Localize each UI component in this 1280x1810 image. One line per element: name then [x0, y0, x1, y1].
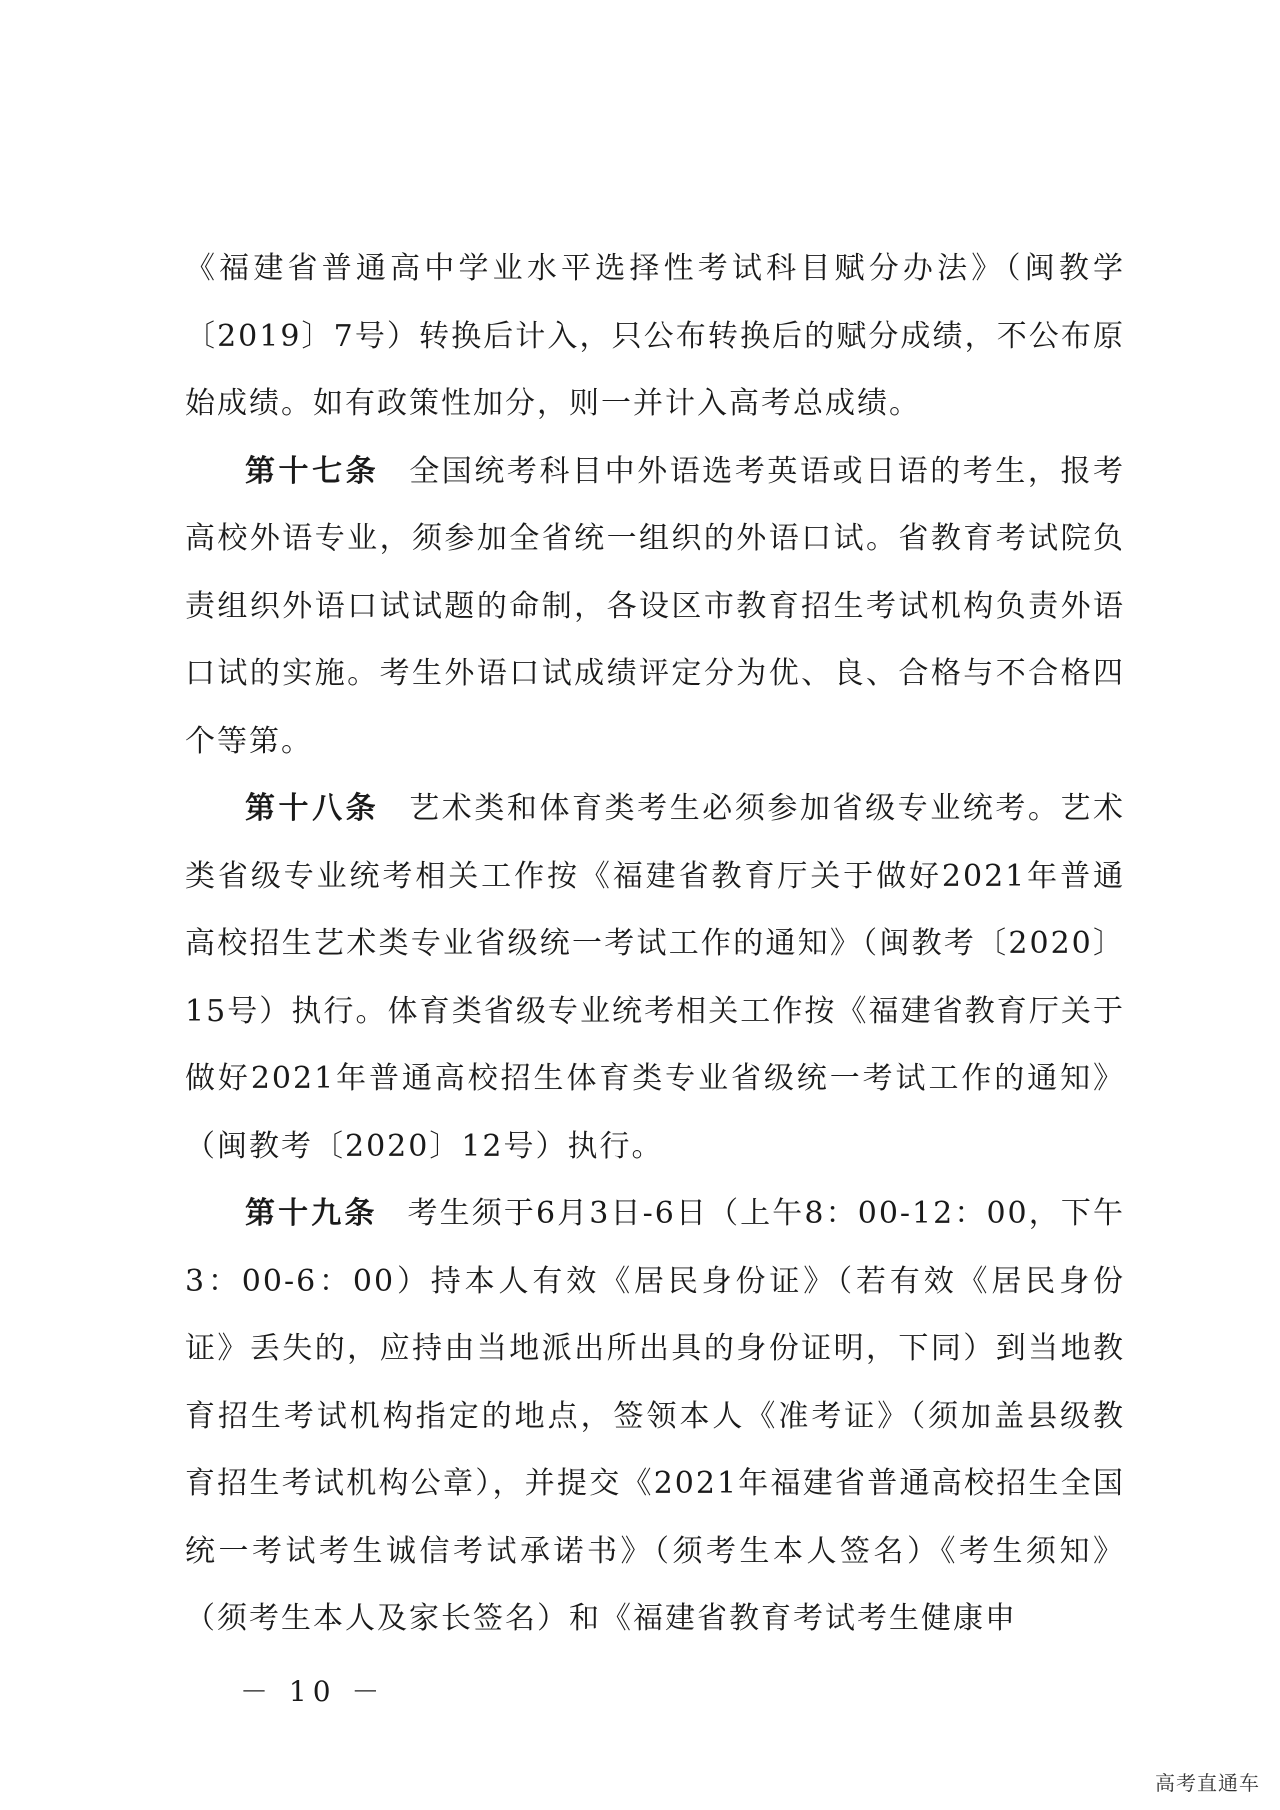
paragraph-text: 全国统考科目中外语选考英语或日语的考生，报考高校外语专业，须参加全省统一组织的外语口试。省教育考试院负责组织外语口试试题的命制，各设区市教育招生考试机构负责外语口试的实施。考生外语口试成绩评定分为优、良、合格与不合格四个等第。	[185, 453, 1126, 759]
paragraph-text: 考生须于6月3日-6日（上午8：00-12：00，下午3：00-6：00）持本人有效《居民身份证》（若有效《居民身份证》丢失的，应持由当地派出所出具的身份证明，下同）到当地教育招生考试机构指定的地点，签领本人《准考证》（须加盖县级教育招生考试机构公章），并提交《2021年福建省普通高校招生全国统一考试考生诚信考试承诺书》（须考生本人签名）《考生须知》（须考生本人及家长签名）和《福建省教育考试考生健康申	[185, 1196, 1125, 1636]
article-17	[185, 438, 1125, 776]
paragraph-text: 《福建省普通高中学业水平选择性考试科目赋分办法》（闽教学〔2019〕7号）转换后计入，只公布转换后的赋分成绩，不公布原始成绩。如有政策性加分，则一并计入高考总成绩。	[185, 251, 1125, 421]
paragraph-text: 艺术类和体育类考生必须参加省级专业统考。艺术类省级专业统考相关工作按《福建省教育厅关于做好2021年普通高校招生艺术类专业省级统一考试工作的通知》（闽教考〔2020〕15号）执行。体育类省级专业统考相关工作按《福建省教育厅关于做好2021年普通高校招生体育类专业省级统一考试工作的通知》（闽教考〔2020〕12号）执行。	[185, 791, 1126, 1164]
page-number: － 10 －	[240, 1675, 386, 1708]
article-number: 第十八条	[245, 791, 380, 826]
article-number: 第十九条	[245, 1196, 378, 1231]
article-number: 第十七条	[245, 453, 380, 489]
article-18	[185, 775, 1125, 1180]
paragraph-continuation	[185, 235, 1125, 438]
watermark: 高考直通车	[1155, 1771, 1260, 1795]
body-text	[185, 235, 1125, 1653]
article-19	[185, 1180, 1125, 1653]
